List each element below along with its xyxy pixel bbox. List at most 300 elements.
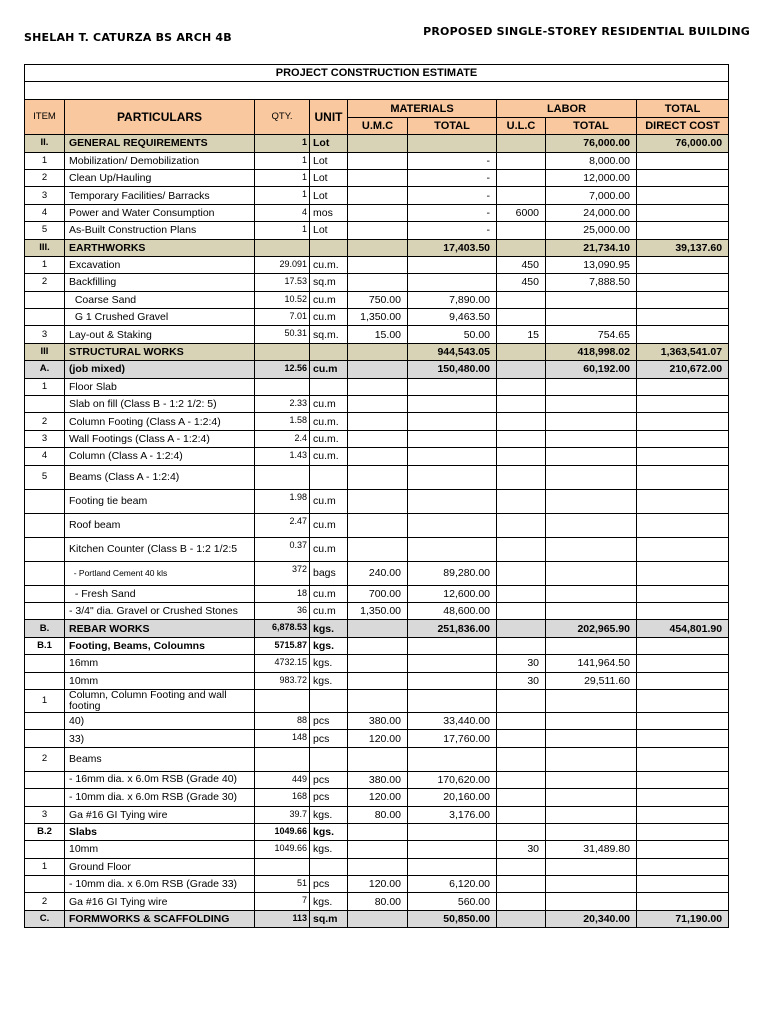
umc-cell <box>348 343 408 360</box>
ulc-cell <box>497 537 546 561</box>
header-item: ITEM <box>25 100 65 135</box>
item-cell: III <box>25 343 65 360</box>
ulc-cell <box>497 187 546 204</box>
direct-cost-cell <box>637 396 729 413</box>
ulc-cell <box>497 771 546 788</box>
qty-cell <box>255 858 310 875</box>
direct-cost-cell <box>637 789 729 806</box>
qty-cell: 5715.87 <box>255 637 310 654</box>
table-row <box>25 309 729 326</box>
unit-cell: sq.m. <box>310 326 348 343</box>
unit-cell: kgs. <box>310 823 348 840</box>
item-cell: 2 <box>25 413 65 430</box>
particulars-cell: Roof beam <box>65 513 255 537</box>
item-cell <box>25 291 65 308</box>
header-ulc: U.L.C <box>497 117 546 134</box>
qty-cell: 4732.15 <box>255 655 310 672</box>
umc-cell <box>348 361 408 378</box>
material-total-cell: 251,836.00 <box>408 620 497 637</box>
item-cell <box>25 789 65 806</box>
item-cell: 1 <box>25 378 65 395</box>
header-row-1 <box>25 100 729 117</box>
ulc-cell: 30 <box>497 655 546 672</box>
direct-cost-cell <box>637 672 729 689</box>
table-row <box>25 771 729 788</box>
qty-cell: 36 <box>255 602 310 619</box>
material-total-cell: 17,403.50 <box>408 239 497 256</box>
umc-cell <box>348 910 408 927</box>
material-total-cell: - <box>408 204 497 221</box>
ulc-cell <box>497 448 546 465</box>
material-total-cell <box>408 537 497 561</box>
item-cell <box>25 561 65 585</box>
material-total-cell: 7,890.00 <box>408 291 497 308</box>
material-total-cell: - <box>408 222 497 239</box>
item-cell <box>25 730 65 747</box>
item-cell: 1 <box>25 256 65 273</box>
item-cell: 3 <box>25 806 65 823</box>
direct-cost-cell <box>637 222 729 239</box>
labor-total-cell: 24,000.00 <box>546 204 637 221</box>
material-total-cell: - <box>408 187 497 204</box>
labor-total-cell <box>546 378 637 395</box>
ulc-cell <box>497 876 546 893</box>
labor-total-cell <box>546 448 637 465</box>
direct-cost-cell <box>637 823 729 840</box>
umc-cell <box>348 274 408 291</box>
table-row <box>25 806 729 823</box>
title-row <box>25 65 729 82</box>
qty-cell <box>255 689 310 712</box>
material-total-cell: 150,480.00 <box>408 361 497 378</box>
header-direct-cost: DIRECT COST <box>637 117 729 134</box>
ulc-cell <box>497 169 546 186</box>
material-total-cell: 944,543.05 <box>408 343 497 360</box>
labor-total-cell <box>546 747 637 771</box>
item-cell: III. <box>25 239 65 256</box>
qty-cell: 51 <box>255 876 310 893</box>
particulars-cell: Mobilization/ Demobilization <box>65 152 255 169</box>
ulc-cell <box>497 730 546 747</box>
umc-cell: 15.00 <box>348 326 408 343</box>
qty-cell: 1.43 <box>255 448 310 465</box>
direct-cost-cell <box>637 326 729 343</box>
labor-total-cell <box>546 789 637 806</box>
direct-cost-cell <box>637 152 729 169</box>
material-total-cell: 33,440.00 <box>408 712 497 729</box>
qty-cell: 1049.66 <box>255 841 310 858</box>
material-total-cell <box>408 858 497 875</box>
labor-total-cell <box>546 876 637 893</box>
ulc-cell <box>497 430 546 447</box>
direct-cost-cell <box>637 655 729 672</box>
unit-cell: cu.m <box>310 361 348 378</box>
particulars-cell: Footing, Beams, Coloumns <box>65 637 255 654</box>
particulars-cell: - 10mm dia. x 6.0m RSB (Grade 33) <box>65 876 255 893</box>
table-row <box>25 858 729 875</box>
particulars-cell: Lay-out & Staking <box>65 326 255 343</box>
item-cell <box>25 602 65 619</box>
labor-total-cell: 202,965.90 <box>546 620 637 637</box>
ulc-cell <box>497 291 546 308</box>
umc-cell <box>348 378 408 395</box>
particulars-cell: FORMWORKS & SCAFFOLDING <box>65 910 255 927</box>
table-row <box>25 747 729 771</box>
ulc-cell <box>497 893 546 910</box>
qty-cell: 1 <box>255 135 310 152</box>
table-row <box>25 413 729 430</box>
qty-cell: 1.98 <box>255 489 310 513</box>
direct-cost-cell <box>637 561 729 585</box>
ulc-cell <box>497 789 546 806</box>
umc-cell: 1,350.00 <box>348 309 408 326</box>
ulc-cell <box>497 222 546 239</box>
table-row <box>25 326 729 343</box>
table-row <box>25 910 729 927</box>
ulc-cell <box>497 413 546 430</box>
direct-cost-cell <box>637 513 729 537</box>
ulc-cell: 30 <box>497 841 546 858</box>
unit-cell: cu.m <box>310 396 348 413</box>
table-row <box>25 465 729 489</box>
umc-cell <box>348 135 408 152</box>
ulc-cell <box>497 465 546 489</box>
unit-cell: kgs. <box>310 637 348 654</box>
particulars-cell: Beams (Class A - 1:2:4) <box>65 465 255 489</box>
material-total-cell: 20,160.00 <box>408 789 497 806</box>
umc-cell <box>348 620 408 637</box>
material-total-cell: 6,120.00 <box>408 876 497 893</box>
qty-cell: 0.37 <box>255 537 310 561</box>
particulars-cell: Slab on fill (Class B - 1:2 1/2: 5) <box>65 396 255 413</box>
unit-cell <box>310 858 348 875</box>
material-total-cell: 50.00 <box>408 326 497 343</box>
labor-total-cell <box>546 291 637 308</box>
material-total-cell: - <box>408 152 497 169</box>
particulars-cell: 40) <box>65 712 255 729</box>
umc-cell: 120.00 <box>348 789 408 806</box>
unit-cell: kgs. <box>310 655 348 672</box>
umc-cell: 380.00 <box>348 712 408 729</box>
unit-cell: pcs <box>310 730 348 747</box>
material-total-cell <box>408 637 497 654</box>
umc-cell <box>348 152 408 169</box>
unit-cell: kgs. <box>310 620 348 637</box>
ulc-cell: 6000 <box>497 204 546 221</box>
header-lab-total: TOTAL <box>546 117 637 134</box>
particulars-cell: - 3/4" dia. Gravel or Crushed Stones <box>65 602 255 619</box>
direct-cost-cell <box>637 712 729 729</box>
header-materials: MATERIALS <box>348 100 497 117</box>
item-cell <box>25 672 65 689</box>
direct-cost-cell <box>637 876 729 893</box>
item-cell: 2 <box>25 747 65 771</box>
direct-cost-cell <box>637 637 729 654</box>
umc-cell <box>348 689 408 712</box>
umc-cell <box>348 537 408 561</box>
qty-cell: 4 <box>255 204 310 221</box>
qty-cell: 1049.66 <box>255 823 310 840</box>
direct-cost-cell: 76,000.00 <box>637 135 729 152</box>
labor-total-cell: 8,000.00 <box>546 152 637 169</box>
unit-cell <box>310 747 348 771</box>
item-cell: 2 <box>25 169 65 186</box>
unit-cell: cu.m. <box>310 430 348 447</box>
particulars-cell: - 16mm dia. x 6.0m RSB (Grade 40) <box>65 771 255 788</box>
ulc-cell <box>497 620 546 637</box>
material-total-cell: 12,600.00 <box>408 585 497 602</box>
labor-total-cell <box>546 893 637 910</box>
material-total-cell <box>408 378 497 395</box>
unit-cell: cu.m <box>310 513 348 537</box>
item-cell <box>25 537 65 561</box>
labor-total-cell: 31,489.80 <box>546 841 637 858</box>
material-total-cell <box>408 413 497 430</box>
unit-cell <box>310 378 348 395</box>
item-cell <box>25 396 65 413</box>
ulc-cell <box>497 378 546 395</box>
material-total-cell <box>408 135 497 152</box>
item-cell <box>25 771 65 788</box>
particulars-cell: Ground Floor <box>65 858 255 875</box>
material-total-cell <box>408 465 497 489</box>
qty-cell: 1.58 <box>255 413 310 430</box>
labor-total-cell <box>546 602 637 619</box>
umc-cell <box>348 430 408 447</box>
umc-cell: 120.00 <box>348 730 408 747</box>
item-cell <box>25 712 65 729</box>
labor-total-cell <box>546 396 637 413</box>
ulc-cell <box>497 309 546 326</box>
qty-cell: 2.33 <box>255 396 310 413</box>
particulars-cell: G 1 Crushed Gravel <box>65 309 255 326</box>
material-total-cell <box>408 513 497 537</box>
unit-cell: mos <box>310 204 348 221</box>
labor-total-cell: 13,090.95 <box>546 256 637 273</box>
umc-cell <box>348 204 408 221</box>
qty-cell: 113 <box>255 910 310 927</box>
umc-cell: 120.00 <box>348 876 408 893</box>
direct-cost-cell: 71,190.00 <box>637 910 729 927</box>
umc-cell <box>348 239 408 256</box>
direct-cost-cell <box>637 893 729 910</box>
ulc-cell <box>497 823 546 840</box>
table-row <box>25 876 729 893</box>
table-row <box>25 378 729 395</box>
table-row <box>25 222 729 239</box>
item-cell: 1 <box>25 689 65 712</box>
unit-cell: pcs <box>310 876 348 893</box>
direct-cost-cell <box>637 747 729 771</box>
unit-cell: cu.m <box>310 537 348 561</box>
item-cell <box>25 489 65 513</box>
qty-cell: 88 <box>255 712 310 729</box>
qty-cell: 18 <box>255 585 310 602</box>
estimate-table <box>24 64 729 928</box>
qty-cell: 7 <box>255 893 310 910</box>
item-cell <box>25 309 65 326</box>
labor-total-cell <box>546 689 637 712</box>
table-row <box>25 620 729 637</box>
table-row <box>25 169 729 186</box>
umc-cell <box>348 187 408 204</box>
direct-cost-cell <box>637 771 729 788</box>
ulc-cell <box>497 561 546 585</box>
unit-cell: sq.m <box>310 910 348 927</box>
umc-cell <box>348 396 408 413</box>
material-total-cell <box>408 841 497 858</box>
item-cell: 2 <box>25 893 65 910</box>
labor-total-cell <box>546 489 637 513</box>
material-total-cell <box>408 823 497 840</box>
unit-cell: bags <box>310 561 348 585</box>
direct-cost-cell: 1,363,541.07 <box>637 343 729 360</box>
table-row <box>25 712 729 729</box>
material-total-cell: 9,463.50 <box>408 309 497 326</box>
direct-cost-cell <box>637 378 729 395</box>
table-row <box>25 187 729 204</box>
material-total-cell: 170,620.00 <box>408 771 497 788</box>
table-row <box>25 343 729 360</box>
table-row <box>25 489 729 513</box>
particulars-cell: - Portland Cement 40 kls <box>65 561 255 585</box>
ulc-cell <box>497 747 546 771</box>
table-row <box>25 513 729 537</box>
unit-cell: pcs <box>310 771 348 788</box>
labor-total-cell <box>546 309 637 326</box>
labor-total-cell <box>546 771 637 788</box>
item-cell <box>25 841 65 858</box>
unit-cell: cu.m <box>310 602 348 619</box>
direct-cost-cell <box>637 169 729 186</box>
umc-cell: 80.00 <box>348 806 408 823</box>
umc-cell <box>348 413 408 430</box>
qty-cell: 6,878.53 <box>255 620 310 637</box>
ulc-cell <box>497 135 546 152</box>
unit-cell: Lot <box>310 135 348 152</box>
particulars-cell: Column (Class A - 1:2:4) <box>65 448 255 465</box>
labor-total-cell: 60,192.00 <box>546 361 637 378</box>
table-row <box>25 789 729 806</box>
unit-cell: pcs <box>310 712 348 729</box>
qty-cell: 1 <box>255 187 310 204</box>
material-total-cell <box>408 672 497 689</box>
labor-total-cell: 20,340.00 <box>546 910 637 927</box>
labor-total-cell <box>546 513 637 537</box>
unit-cell: Lot <box>310 152 348 169</box>
unit-cell: pcs <box>310 789 348 806</box>
labor-total-cell: 21,734.10 <box>546 239 637 256</box>
ulc-cell: 30 <box>497 672 546 689</box>
unit-cell: kgs. <box>310 841 348 858</box>
unit-cell: kgs. <box>310 893 348 910</box>
material-total-cell: 560.00 <box>408 893 497 910</box>
table-row <box>25 256 729 273</box>
particulars-cell: - Fresh Sand <box>65 585 255 602</box>
material-total-cell: 3,176.00 <box>408 806 497 823</box>
unit-cell <box>310 689 348 712</box>
item-cell: 3 <box>25 430 65 447</box>
item-cell: 3 <box>25 326 65 343</box>
table-row <box>25 274 729 291</box>
particulars-cell: 16mm <box>65 655 255 672</box>
umc-cell: 80.00 <box>348 893 408 910</box>
table-row <box>25 893 729 910</box>
labor-total-cell <box>546 637 637 654</box>
umc-cell <box>348 489 408 513</box>
table-row <box>25 448 729 465</box>
labor-total-cell <box>546 712 637 729</box>
item-cell: II. <box>25 135 65 152</box>
item-cell <box>25 876 65 893</box>
umc-cell: 240.00 <box>348 561 408 585</box>
qty-cell: 39.7 <box>255 806 310 823</box>
particulars-cell: Beams <box>65 747 255 771</box>
ulc-cell: 450 <box>497 256 546 273</box>
table-row <box>25 655 729 672</box>
direct-cost-cell <box>637 187 729 204</box>
labor-total-cell: 754.65 <box>546 326 637 343</box>
unit-cell: kgs. <box>310 806 348 823</box>
qty-cell: 372 <box>255 561 310 585</box>
item-cell <box>25 513 65 537</box>
unit-cell: kgs. <box>310 672 348 689</box>
qty-cell: 168 <box>255 789 310 806</box>
unit-cell: cu.m <box>310 489 348 513</box>
umc-cell <box>348 256 408 273</box>
material-total-cell: 48,600.00 <box>408 602 497 619</box>
item-cell <box>25 585 65 602</box>
qty-cell: 29.091 <box>255 256 310 273</box>
labor-total-cell <box>546 537 637 561</box>
material-total-cell <box>408 448 497 465</box>
ulc-cell <box>497 152 546 169</box>
unit-cell: Lot <box>310 222 348 239</box>
unit-cell <box>310 465 348 489</box>
qty-cell: 12.56 <box>255 361 310 378</box>
table-row <box>25 361 729 378</box>
umc-cell <box>348 222 408 239</box>
ulc-cell: 450 <box>497 274 546 291</box>
particulars-cell: 10mm <box>65 672 255 689</box>
unit-cell: sq.m <box>310 274 348 291</box>
qty-cell <box>255 343 310 360</box>
direct-cost-cell <box>637 274 729 291</box>
ulc-cell <box>497 396 546 413</box>
item-cell: 1 <box>25 152 65 169</box>
unit-cell <box>310 343 348 360</box>
particulars-cell: Power and Water Consumption <box>65 204 255 221</box>
direct-cost-cell <box>637 602 729 619</box>
direct-cost-cell <box>637 585 729 602</box>
table-row <box>25 730 729 747</box>
ulc-cell <box>497 689 546 712</box>
direct-cost-cell <box>637 413 729 430</box>
direct-cost-cell <box>637 430 729 447</box>
particulars-cell: Footing tie beam <box>65 489 255 513</box>
qty-cell: 1 <box>255 222 310 239</box>
direct-cost-cell <box>637 465 729 489</box>
particulars-cell: REBAR WORKS <box>65 620 255 637</box>
table-row <box>25 430 729 447</box>
umc-cell <box>348 823 408 840</box>
project-title: PROPOSED SINGLE-STOREY RESIDENTIAL BUILDING <box>423 25 750 38</box>
qty-cell: 2.4 <box>255 430 310 447</box>
ulc-cell <box>497 806 546 823</box>
particulars-cell: Ga #16 GI Tying wire <box>65 893 255 910</box>
umc-cell: 380.00 <box>348 771 408 788</box>
direct-cost-cell <box>637 291 729 308</box>
